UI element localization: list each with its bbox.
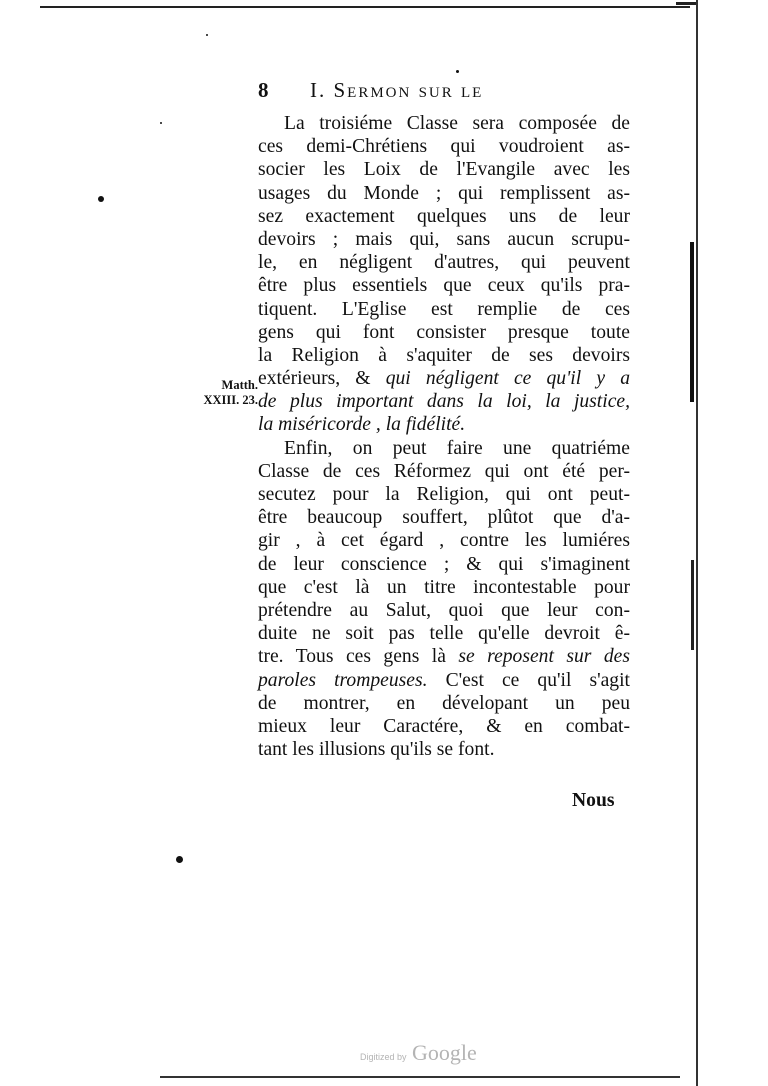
body-text	[258, 112, 630, 761]
margin-note-line: Matth.	[221, 378, 258, 392]
watermark	[360, 1040, 500, 1070]
roman-run: Enfin, on peut faire une quatriéme	[284, 437, 630, 459]
ink-speck	[206, 34, 208, 36]
roman-run: usages du Monde ; qui remplissent as-	[258, 182, 630, 204]
text-line	[258, 274, 630, 297]
roman-run: secutez pour la Religion, qui ont peut-	[258, 484, 630, 505]
text-line	[258, 506, 630, 529]
roman-run: que c'est là un titre incontestable pour	[258, 576, 630, 598]
text-line	[258, 321, 630, 344]
watermark-logo: Google	[412, 1040, 477, 1065]
running-title: I. Sermon sur le	[310, 78, 484, 102]
top-rule	[40, 6, 690, 8]
text-line	[258, 182, 630, 205]
ink-speck	[456, 70, 459, 73]
roman-run: mieux leur Caractére, & en combat-	[258, 715, 630, 737]
margin-note-line: XXIII. 23.	[203, 393, 258, 407]
text-line	[258, 112, 630, 135]
roman-run: prétendre au Salut, quoi que leur con-	[258, 599, 630, 621]
catchword: Nous	[572, 790, 615, 811]
roman-run: tre. Tous ces gens là	[258, 646, 459, 668]
roman-run: de montrer, en dévelopant un peu	[258, 692, 630, 714]
roman-run: de leur conscience ; & qui s'imaginent	[258, 553, 630, 575]
running-head	[258, 78, 618, 112]
italic-run: paroles trompeuses.	[258, 669, 428, 691]
text-line	[258, 645, 630, 668]
page-number: 8	[258, 78, 271, 102]
roman-run: être plus essentiels que ceux qu'ils pra-	[258, 275, 630, 297]
italic-run: se reposent sur des	[458, 646, 630, 668]
roman-run: être beaucoup souffert, plûtot que d'a-	[258, 507, 630, 529]
bottom-rule	[160, 1076, 680, 1078]
roman-run: duite ne soit pas telle qu'elle devroit ê-	[258, 623, 630, 645]
roman-run: extérieurs, &	[258, 368, 386, 390]
text-line	[258, 529, 630, 552]
text-line	[258, 390, 630, 413]
text-line	[258, 553, 630, 576]
text-line	[258, 298, 630, 321]
roman-run: socier les Loix de l'Evangile avec les	[258, 159, 630, 181]
text-line	[258, 715, 630, 738]
roman-run: C'est ce qu'il s'agit	[427, 669, 630, 691]
right-page-edge	[696, 0, 698, 1086]
text-line	[258, 367, 630, 390]
text-line	[258, 669, 630, 692]
text-line	[258, 437, 630, 460]
text-line	[258, 599, 630, 622]
ink-speck	[176, 856, 183, 863]
roman-run: tant les illusions qu'ils se font.	[258, 739, 495, 761]
roman-run: La troisiéme Classe sera composée de	[284, 113, 630, 134]
watermark-small: Digitized by	[360, 1052, 407, 1062]
text-line	[258, 228, 630, 251]
ink-speck	[160, 122, 162, 124]
right-edge-shadow	[690, 242, 694, 402]
text-line	[258, 738, 630, 761]
roman-run: gens qui font consister presque toute	[258, 321, 630, 343]
text-line	[258, 413, 630, 436]
text-line	[258, 205, 630, 228]
text-line	[258, 692, 630, 715]
roman-run: Classe de ces Réformez qui ont été per-	[258, 460, 630, 482]
roman-run: gir , à cet égard , contre les lumiéres	[258, 530, 630, 552]
text-line	[258, 622, 630, 645]
roman-run: devoirs ; mais qui, sans aucun scrupu-	[258, 228, 630, 250]
italic-run: qui négligent ce qu'il y a	[385, 368, 630, 390]
roman-run: ces demi-Chrétiens qui voudroient as-	[258, 136, 630, 158]
right-edge-shadow-lower	[691, 560, 694, 650]
text-line	[258, 344, 630, 367]
roman-run: la Religion à s'aquiter de ses devoirs	[258, 344, 630, 366]
ink-speck	[98, 196, 104, 202]
roman-run: le, en négligent d'autres, qui peuvent	[258, 252, 630, 274]
margin-note	[172, 378, 258, 408]
text-line	[258, 576, 630, 599]
text-line	[258, 158, 630, 181]
text-line	[258, 135, 630, 158]
top-rule-corner	[676, 2, 698, 5]
italic-run: de plus important dans la loi, la justice,	[258, 391, 630, 413]
text-line	[258, 483, 630, 506]
text-line	[258, 460, 630, 483]
italic-run: la miséricorde , la fidélité.	[258, 414, 466, 436]
roman-run: sez exactement quelques uns de leur	[258, 205, 630, 227]
text-line	[258, 251, 630, 274]
roman-run: tiquent. L'Eglise est remplie de ces	[258, 298, 630, 320]
